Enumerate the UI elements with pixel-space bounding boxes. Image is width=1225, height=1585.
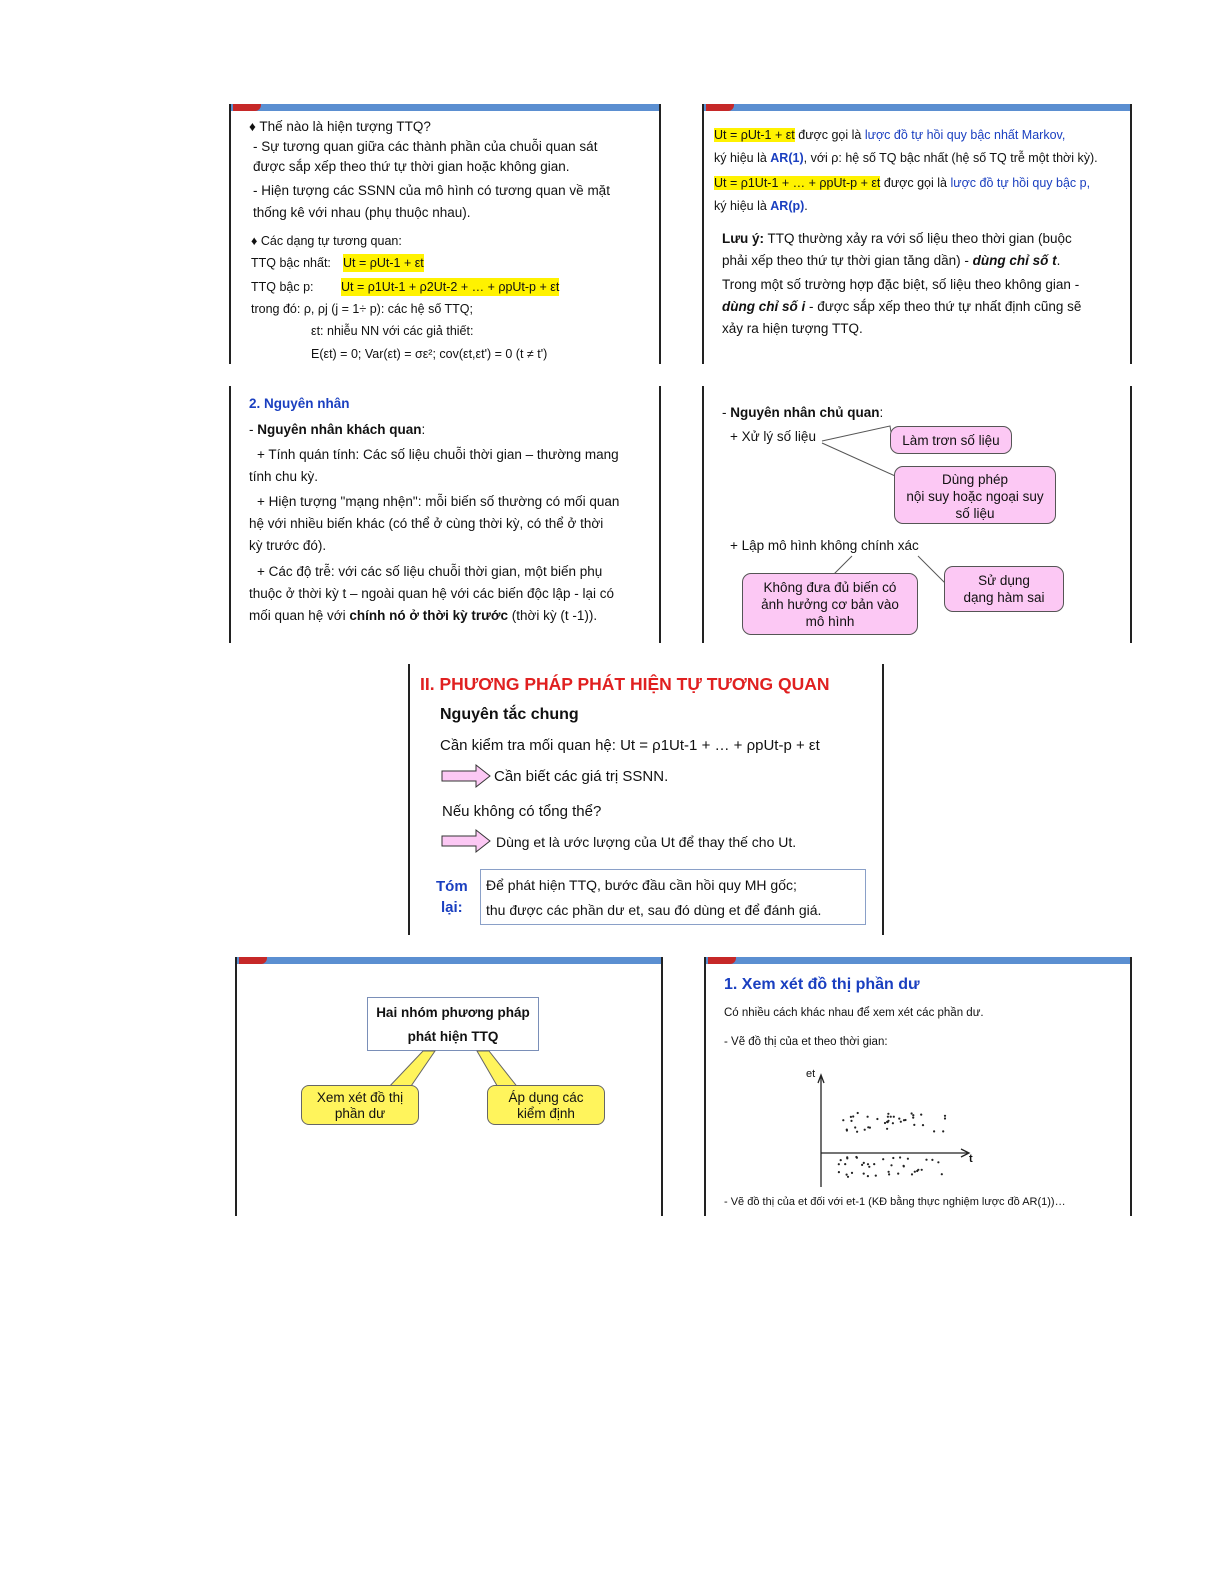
scatter-dot <box>882 1158 884 1160</box>
subjective-heading: - Nguyên nhân chủ quan: <box>722 405 884 420</box>
slide-title: II. PHƯƠNG PHÁP PHÁT HIỆN TỰ TƯƠNG QUAN <box>420 674 830 694</box>
scatter-dot <box>850 1120 852 1122</box>
scatter-dot <box>890 1164 892 1166</box>
note-line: phải xếp theo thứ tự thời gian tăng dần) - dùng chỉ số t. <box>722 253 1061 268</box>
scatter-dot <box>852 1115 854 1117</box>
scatter-dot <box>899 1156 901 1158</box>
scatter-dot <box>846 1129 848 1131</box>
ar1-symbol: AR(1) <box>770 151 804 165</box>
arp-symbol-line: ký hiệu là AR(p). <box>714 199 808 213</box>
box-line: phát hiện TTQ <box>407 1029 499 1044</box>
where-line: trong đó: ρ, ρj (j = 1÷ p): các hệ số TTQ; <box>251 302 473 316</box>
text-line: kỳ trước đó). <box>249 538 327 553</box>
scatter-dot <box>846 1174 848 1176</box>
arrow-right-icon <box>442 830 490 852</box>
plot2-line: - Vẽ đồ thị của et đối với et-1 (KĐ bằng thực nghiệm lược đồ AR(1))… <box>724 1196 1066 1208</box>
note-label: Lưu ý: <box>722 231 765 246</box>
arp-symbol: AR(p) <box>770 199 805 213</box>
arp-name: lược đồ tự hồi quy bậc p, <box>950 176 1091 190</box>
logo-icon <box>233 104 261 111</box>
scatter-dot <box>917 1169 919 1171</box>
scatter-dot <box>855 1156 857 1158</box>
scatter-dot <box>840 1159 842 1161</box>
order1-label: TTQ bậc nhất: <box>251 256 331 270</box>
summary-box <box>480 869 866 925</box>
scatter-dot <box>867 1163 869 1165</box>
ar1-formula: Ut = ρUt-1 + εt <box>714 128 795 142</box>
scatter-dot <box>925 1159 927 1161</box>
arrow-right-icon <box>442 765 490 787</box>
scatter-dot <box>898 1118 900 1120</box>
scatter-dot <box>944 1115 946 1117</box>
scatter-dot <box>887 1116 889 1118</box>
processing-label: + Xử lý số liệu <box>730 429 816 444</box>
assumptions-line: E(εt) = 0; Var(εt) = σε²; cov(εt,εt') = 0 (t ≠ t') <box>311 347 548 361</box>
scatter-dot <box>838 1163 840 1165</box>
slide-header-bar <box>231 104 659 111</box>
scatter-dot <box>884 1122 886 1124</box>
scatter-dot <box>867 1175 869 1177</box>
bubble-tests: Áp dụng các kiểm định <box>487 1085 605 1125</box>
text-line: thống kê với nhau (phụ thuộc nhau). <box>253 205 471 220</box>
bubble-missing-vars: Không đưa đủ biến có ảnh hưởng cơ bản vào mô hình <box>742 573 918 635</box>
scatter-dot <box>931 1159 933 1161</box>
scatter-dot <box>846 1157 848 1159</box>
scatter-dot <box>944 1117 946 1119</box>
scatter-dot <box>941 1173 943 1175</box>
bubble-residual-plot: Xem xét đồ thị phần dư <box>301 1085 419 1125</box>
ar1-name: lược đồ tự hồi quy bậc nhất Markov, <box>864 128 1066 142</box>
use-line: Dùng et là ước lượng của Ut để thay thế cho Ut. <box>496 834 797 850</box>
text-line: tính chu kỳ. <box>249 469 319 484</box>
scatter-dot <box>863 1162 865 1164</box>
text-line: được sắp xếp theo thứ tự thời gian hoặc không gian. <box>253 159 570 174</box>
scatter-dot <box>838 1171 840 1173</box>
scatter-dot <box>863 1173 865 1175</box>
scatter-dot <box>856 1131 858 1133</box>
scatter-dot <box>907 1158 909 1160</box>
summary-label: Tóm lại: <box>436 878 468 916</box>
no-population-line: Nếu không có tổng thể? <box>442 803 602 820</box>
scatter-dot <box>888 1171 890 1173</box>
bubble-wrong-form: Sử dụng dạng hàm sai <box>944 566 1064 612</box>
scatter-dot <box>850 1116 852 1118</box>
scatter-dot <box>886 1128 888 1130</box>
text-line: mối quan hệ với chính nó ở thời kỳ trước (thời kỳ (t -1)). <box>249 608 598 623</box>
scatter-dot <box>922 1124 924 1126</box>
arp-formula: Ut = ρ1Ut-1 + … + ρpUt-p + εt <box>714 176 881 190</box>
scatter-dot <box>844 1163 846 1165</box>
scatter-dot <box>887 1113 889 1115</box>
text-line: - Hiện tượng các SSNN của mô hình có tương quan về mặt <box>253 183 610 198</box>
noise-line: εt: nhiễu NN với các giả thiết: <box>311 324 474 338</box>
scatter-dot <box>842 1119 844 1121</box>
forms-heading: ♦ Các dạng tự tương quan: <box>251 234 402 248</box>
text-line: - Sự tương quan giữa các thành phần của chuỗi quan sát <box>253 139 598 154</box>
scatter-dot <box>864 1129 866 1131</box>
note-line: xảy ra hiện tượng TTQ. <box>722 321 863 336</box>
scatter-dot <box>900 1121 902 1123</box>
plot1-line: - Vẽ đồ thị của et theo thời gian: <box>724 1036 888 1048</box>
scatter-dot <box>904 1119 906 1121</box>
slide-ar-models <box>702 104 1132 364</box>
text-line: thuộc ở thời kỳ t – ngoài quan hệ với các biến độc lập - lại có <box>249 586 615 601</box>
text-line: hệ với nhiều biến khác (có thể ở cùng thời kỳ, có thể ở thời <box>249 516 604 531</box>
scatter-dot <box>890 1116 892 1118</box>
scatter-dot <box>876 1118 878 1120</box>
scatter-dot <box>888 1173 890 1175</box>
arp-line: Ut = ρ1Ut-1 + … + ρpUt-p + εt được gọi là lược đồ tự hồi quy bậc p, <box>714 176 1091 190</box>
scatter-dot <box>892 1122 894 1124</box>
scatter-dot <box>887 1120 889 1122</box>
slide-detection-methods <box>408 664 884 935</box>
scatter-dot <box>933 1130 935 1132</box>
note-line: Trong một số trường hợp đặc biệt, số liệu theo không gian - <box>722 277 1080 292</box>
scatter-dot <box>854 1126 856 1128</box>
section-heading: 1. Xem xét đồ thị phần dư <box>724 976 920 993</box>
scatter-dot <box>868 1166 870 1168</box>
scatter-dot <box>873 1163 875 1165</box>
scatter-dot <box>903 1165 905 1167</box>
scatter-dot <box>911 1112 913 1114</box>
scatter-dot <box>893 1116 895 1118</box>
bubble-smoothing: Làm trơn số liệu <box>890 426 1012 454</box>
text-line: + Các độ trễ: với các số liệu chuỗi thời gian, một biến phụ <box>257 564 603 579</box>
scatter-dot <box>847 1176 849 1178</box>
scatter-dot <box>912 1117 914 1119</box>
slide-two-groups <box>235 957 663 1216</box>
text-line: + Tính quán tính: Các số liệu chuỗi thời gian – thường mang <box>257 447 619 462</box>
check-line: Cần kiểm tra mối quan hệ: Ut = ρ1Ut-1 + … + ρpUt-p + εt <box>440 737 820 754</box>
scatter-dot <box>857 1112 859 1114</box>
bubble-interpolation: Dùng phép nội suy hoặc ngoại suy số liệu <box>894 466 1056 524</box>
scatter-dot <box>920 1114 922 1116</box>
box-line: Hai nhóm phương pháp <box>376 1005 530 1020</box>
principle-heading: Nguyên tắc chung <box>440 706 579 723</box>
scatter-dot <box>897 1173 899 1175</box>
slide-residual-plot <box>704 957 1132 1216</box>
slide-causes-subjective <box>702 386 1132 643</box>
orderp-label: TTQ bậc p: <box>251 280 314 294</box>
need-line: Cần biết các giá trị SSNN. <box>494 768 669 785</box>
scatter-dot <box>914 1171 916 1173</box>
ar1-symbol-line: ký hiệu là AR(1), với ρ: hệ số TQ bậc nhất (hệ số TQ trễ một thời kỳ). <box>714 151 1098 165</box>
scatter-dot <box>912 1114 914 1116</box>
section-heading: 2. Nguyên nhân <box>249 396 350 411</box>
scatter-dot <box>867 1126 869 1128</box>
summary-line: Để phát hiện TTQ, bước đầu cần hồi quy MH gốc; <box>486 877 797 893</box>
question-line: ♦ Thế nào là hiện tượng TTQ? <box>249 119 431 134</box>
ar1-line: Ut = ρUt-1 + εt được gọi là lược đồ tự hồi quy bậc nhất Markov, <box>714 128 1066 142</box>
model-label: + Lập mô hình không chính xác <box>730 538 919 553</box>
scatter-dot <box>921 1169 923 1171</box>
objective-heading: - Nguyên nhân khách quan: <box>249 422 426 437</box>
slide-causes-objective <box>229 386 661 643</box>
scatter-dot <box>911 1173 913 1175</box>
residual-scatter <box>706 957 1132 1216</box>
orderp-formula: Ut = ρ1Ut-1 + ρ2Ut-2 + … + ρpUt-p + εt <box>341 280 560 294</box>
order1-formula: Ut = ρUt-1 + εt <box>343 256 424 270</box>
y-axis-label: et <box>806 1068 816 1080</box>
text-line: + Hiện tượng "mạng nhện": mỗi biến số thường có mối quan <box>257 494 620 509</box>
note-line: dùng chỉ số i - được sắp xếp theo thứ tự nhất định cũng sẽ <box>722 299 1082 314</box>
scatter-dot <box>892 1157 894 1159</box>
scatter-dot <box>937 1161 939 1163</box>
note-line: Lưu ý: TTQ thường xảy ra với số liệu theo thời gian (buộc <box>722 231 1072 246</box>
scatter-dot <box>942 1130 944 1132</box>
logo-icon <box>706 104 734 111</box>
scatter-dots <box>838 1112 946 1178</box>
slide-ttq-definition <box>229 104 661 364</box>
slide-header-bar <box>704 104 1130 111</box>
scatter-dot <box>913 1124 915 1126</box>
scatter-dot <box>861 1164 863 1166</box>
scatter-dot <box>875 1175 877 1177</box>
x-axis-label: t <box>969 1153 973 1165</box>
scatter-dot <box>851 1172 853 1174</box>
summary-line: thu được các phần dư et, sau đó dùng et để đánh giá. <box>486 902 822 918</box>
intro-line: Có nhiều cách khác nhau để xem xét các phần dư. <box>724 1007 984 1019</box>
scatter-dot <box>867 1116 869 1118</box>
